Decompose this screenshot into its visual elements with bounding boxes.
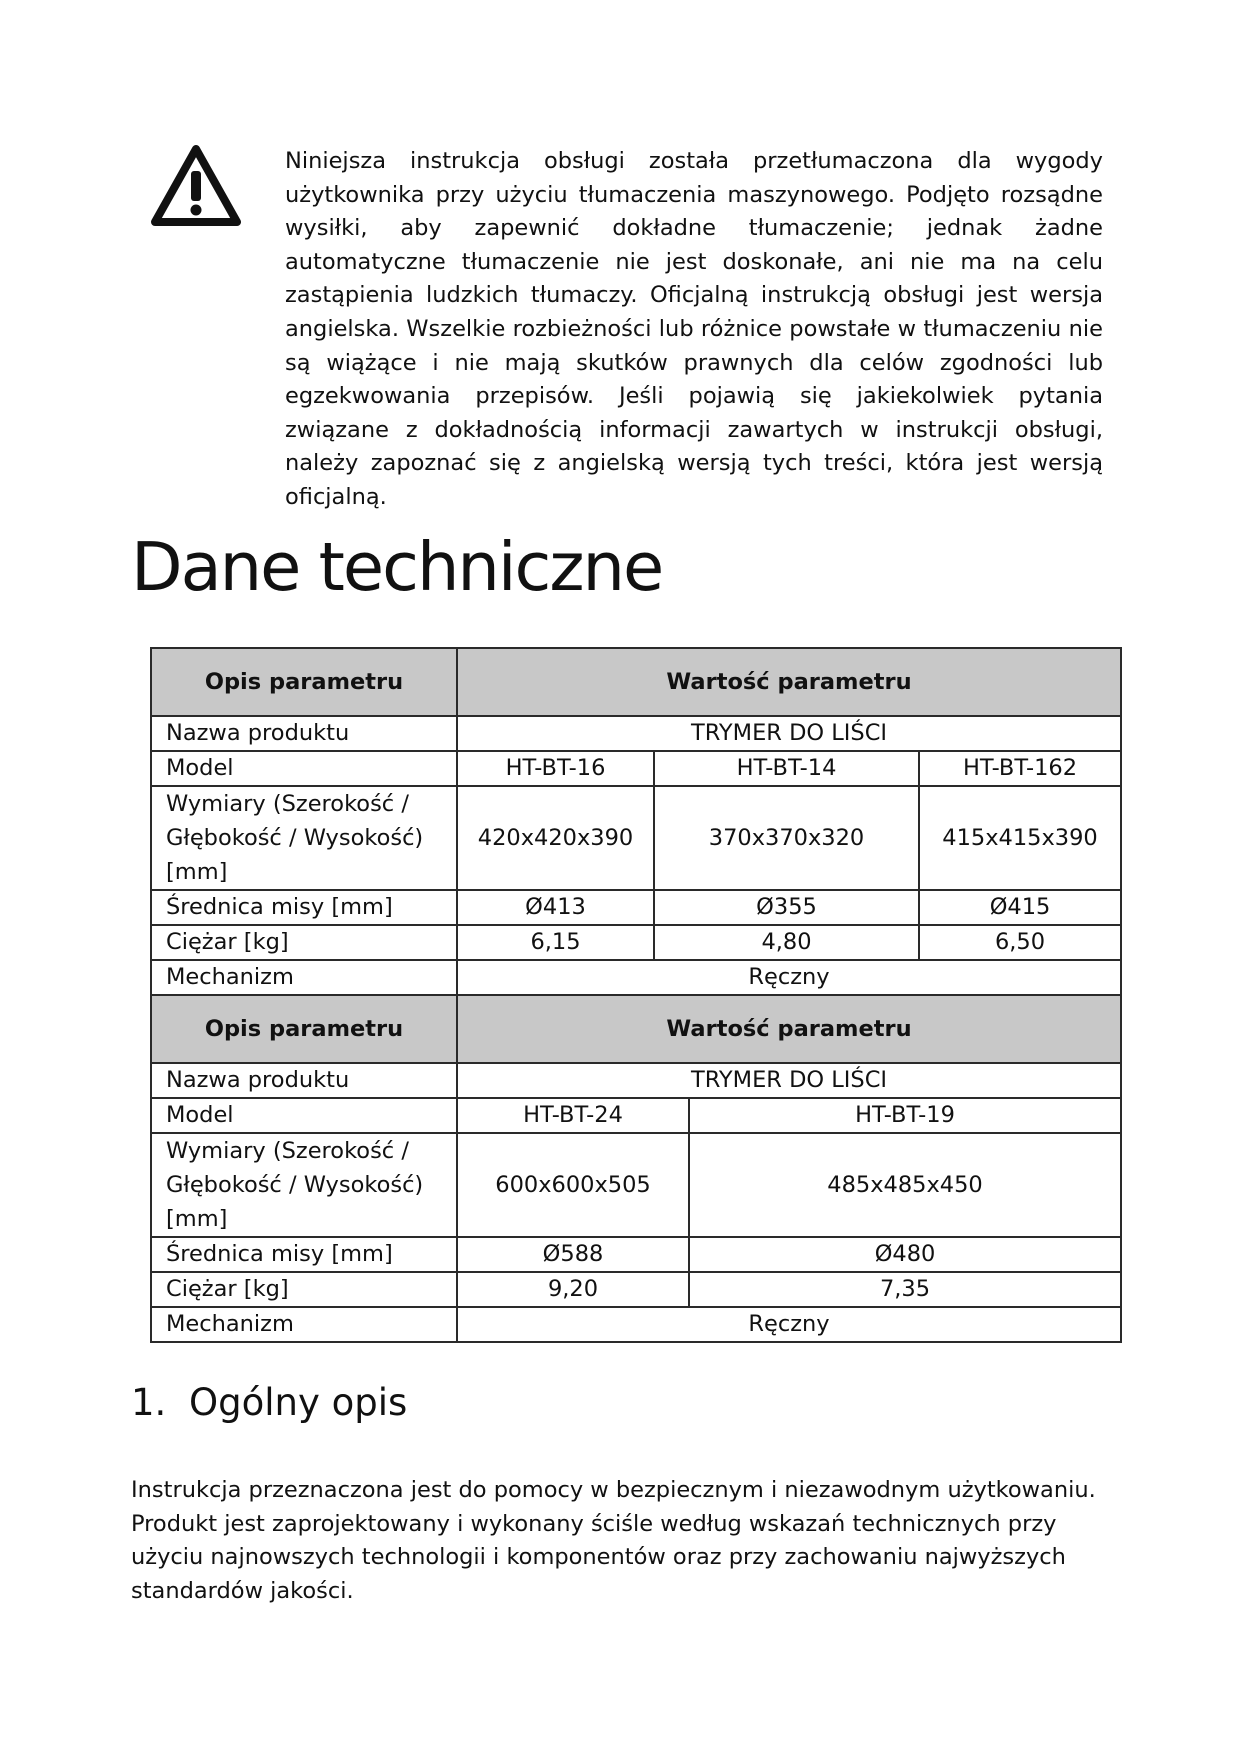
cell-value: 370x370x320: [654, 786, 919, 890]
cell-value: TRYMER DO LIŚCI: [457, 1063, 1121, 1098]
header-param: Opis parametru: [151, 648, 457, 716]
cell-value: 4,80: [654, 925, 919, 960]
cell-value: 6,50: [919, 925, 1121, 960]
cell-value: Ø355: [654, 890, 919, 925]
row-label: Ciężar [kg]: [151, 925, 457, 960]
table-row: [151, 925, 1121, 960]
table-row: [151, 1063, 1121, 1098]
cell-value: Ręczny: [457, 960, 1121, 995]
cell-value: TRYMER DO LIŚCI: [457, 716, 1121, 751]
table-row: [151, 1272, 1121, 1307]
section-heading: [131, 1378, 407, 1428]
table-row: [151, 716, 1121, 751]
row-label: Nazwa produktu: [151, 1063, 457, 1098]
table-row: [151, 1307, 1121, 1342]
cell-value: Ø413: [457, 890, 654, 925]
cell-value: HT-BT-14: [654, 751, 919, 786]
row-label: Średnica misy [mm]: [151, 1237, 457, 1272]
cell-value: Ø588: [457, 1237, 689, 1272]
cell-value: 7,35: [689, 1272, 1121, 1307]
table-row: [151, 1098, 1121, 1133]
cell-value: HT-BT-24: [457, 1098, 689, 1133]
cell-value: 415x415x390: [919, 786, 1121, 890]
row-label: Mechanizm: [151, 960, 457, 995]
table-row: [151, 890, 1121, 925]
cell-value: Ø480: [689, 1237, 1121, 1272]
cell-value: 600x600x505: [457, 1133, 689, 1237]
row-label: Wymiary (Szerokość / Głębokość / Wysokość) [mm]: [151, 786, 457, 890]
cell-value: 485x485x450: [689, 1133, 1121, 1237]
header-value: Wartość parametru: [457, 995, 1121, 1063]
section-number: 1.: [131, 1381, 167, 1424]
table-row: [151, 1237, 1121, 1272]
row-label: Model: [151, 751, 457, 786]
cell-value: Ø415: [919, 890, 1121, 925]
table-header-row: [151, 995, 1121, 1063]
section-body: Instrukcja przeznaczona jest do pomocy w bezpiecznym i niezawodnym użytkowaniu. Produkt jest zaprojektowany i wykonany ściśle według wskazań technicznych przy użyciu najnowszych technologii i komponentów oraz przy zachowaniu najwyższych standardów jakości.: [131, 1477, 1096, 1604]
page-title: Dane techniczne: [131, 528, 663, 606]
spec-table: [150, 647, 1122, 1343]
cell-value: 9,20: [457, 1272, 689, 1307]
section-title: Ogólny opis: [189, 1381, 408, 1424]
header-param: Opis parametru: [151, 995, 457, 1063]
row-label: Mechanizm: [151, 1307, 457, 1342]
cell-value: Ręczny: [457, 1307, 1121, 1342]
cell-value: HT-BT-162: [919, 751, 1121, 786]
translation-notice: Niniejsza instrukcja obsługi została przetłumaczona dla wygody użytkownika przy użyciu tłumaczenia maszynowego. Podjęto rozsądne wysiłki, aby zapewnić dokładne tłumaczenie; jednak żadne automatyczne tłumaczenie nie jest doskonałe, ani nie ma na celu zastąpienia ludzkich tłumaczy. Oficjalną instrukcją obsługi jest wersja angielska. Wszelkie rozbieżności lub różnice powstałe w tłumaczeniu nie są wiążące i nie mają skutków prawnych dla celów zgodności lub egzekwowania przepisów. Jeśli pojawią się jakiekolwiek pytania związane z dokładnością informacji zawartych w instrukcji obsługi, należy zapoznać się z angielską wersją tych treści, która jest wersją oficjalną.: [285, 148, 1103, 510]
row-label: Nazwa produktu: [151, 716, 457, 751]
row-label: Średnica misy [mm]: [151, 890, 457, 925]
header-value: Wartość parametru: [457, 648, 1121, 716]
cell-value: HT-BT-19: [689, 1098, 1121, 1133]
table-row: [151, 1133, 1121, 1237]
table-row: [151, 786, 1121, 890]
cell-value: HT-BT-16: [457, 751, 654, 786]
row-label: Ciężar [kg]: [151, 1272, 457, 1307]
table-header-row: [151, 648, 1121, 716]
cell-value: 6,15: [457, 925, 654, 960]
warning-triangle-icon: [150, 143, 242, 227]
row-label: Wymiary (Szerokość / Głębokość / Wysokość) [mm]: [151, 1133, 457, 1237]
table-row: [151, 960, 1121, 995]
cell-value: 420x420x390: [457, 786, 654, 890]
table-row: [151, 751, 1121, 786]
row-label: Model: [151, 1098, 457, 1133]
